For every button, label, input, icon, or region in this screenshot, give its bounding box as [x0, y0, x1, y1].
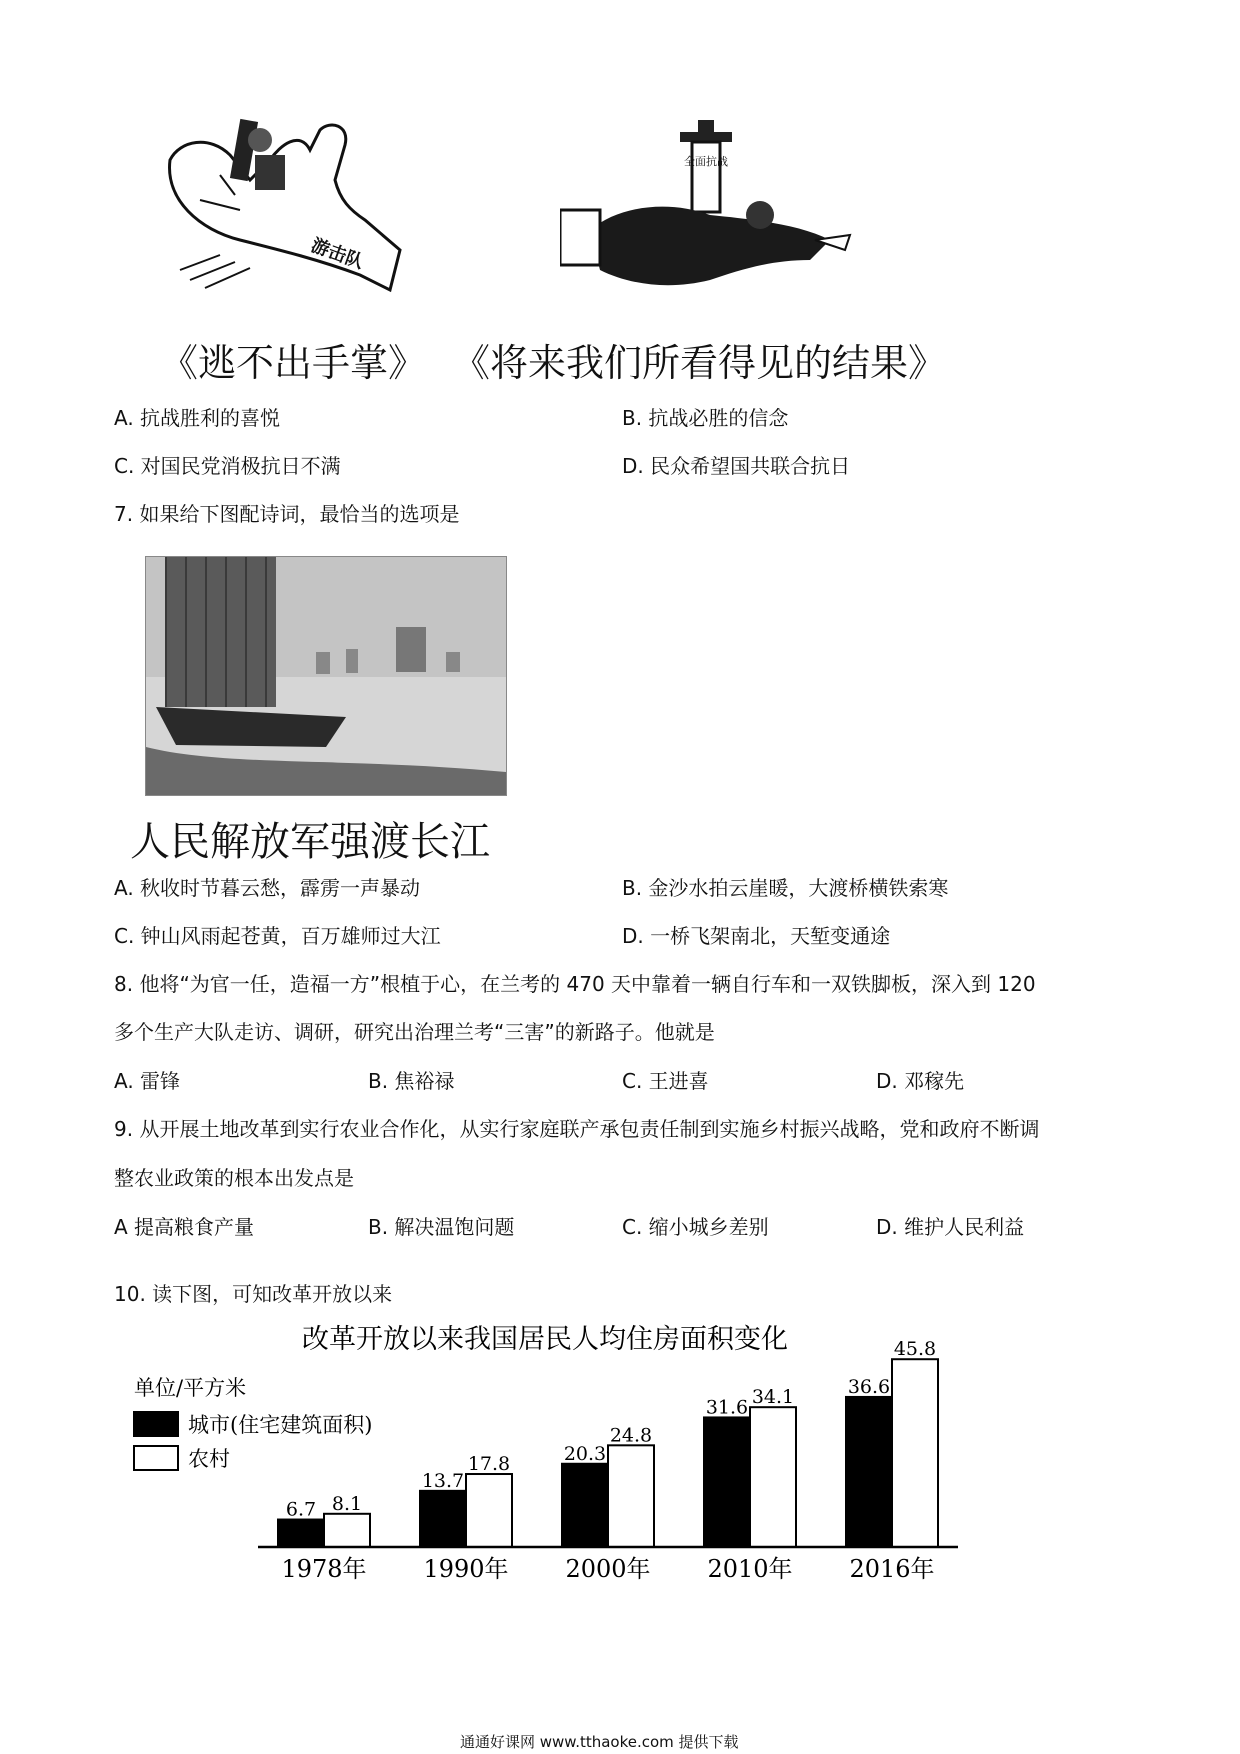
bar-value-label-2-1: 24.8 — [609, 1424, 653, 1447]
q7-option-b: B. 金沙水拍云崖暖，大渡桥横铁索寒 — [622, 876, 949, 900]
chart-legend — [134, 1412, 372, 1471]
q6-option-a: A. 抗战胜利的喜悦 — [114, 406, 281, 430]
q7-option-d: D. 一桥飞架南北，天堑变通途 — [622, 924, 891, 948]
q8-option-b: B. 焦裕禄 — [368, 1069, 455, 1093]
x-tick-labels — [281, 1555, 934, 1583]
bar-3-1 — [750, 1407, 796, 1547]
cartoon-caption-2: 《将来我们所看得见的结果》 — [452, 341, 947, 385]
x-tick-label-1: 1990年 — [423, 1555, 509, 1583]
cartoon-escape-palm — [160, 100, 420, 300]
bar-3-0 — [704, 1417, 750, 1547]
x-tick-label-3: 2010年 — [707, 1555, 793, 1583]
bar-4-0 — [846, 1397, 892, 1547]
q6-option-b: B. 抗战必胜的信念 — [622, 406, 789, 430]
housing-area-bar-chart — [110, 1320, 990, 1590]
bar-value-label-0-1: 8.1 — [331, 1492, 363, 1515]
legend-label-1: 农村 — [188, 1447, 230, 1471]
q8-option-a: A. 雷锋 — [114, 1069, 181, 1093]
q7-option-a: A. 秋收时节暮云愁，霹雳一声暴动 — [114, 876, 421, 900]
bar-value-label-1-1: 17.8 — [467, 1453, 511, 1476]
bar-1-0 — [420, 1491, 466, 1547]
yangtze-crossing-photo — [145, 556, 507, 796]
legend-swatch-0 — [134, 1412, 178, 1436]
q9-line-1: 9. 从开展土地改革到实行农业合作化，从实行家庭联产承包责任制到实施乡村振兴战略，党和政府不断调 — [114, 1117, 1040, 1141]
q9-option-d: D. 维护人民利益 — [876, 1215, 1025, 1239]
chart-bars — [278, 1338, 938, 1547]
q9-option-a: A 提高粮食产量 — [114, 1215, 255, 1239]
bar-value-label-3-1: 34.1 — [751, 1386, 795, 1409]
cartoon-caption-1: 《逃不出手掌》 — [160, 341, 427, 385]
bar-value-label-1-0: 13.7 — [421, 1469, 465, 1492]
x-tick-label-0: 1978年 — [281, 1555, 367, 1583]
cartoon-future-result — [560, 110, 860, 300]
bar-4-1 — [892, 1359, 938, 1547]
bar-value-label-3-0: 31.6 — [705, 1396, 749, 1419]
q7-option-c: C. 钟山风雨起苍黄，百万雄师过大江 — [114, 924, 441, 948]
legend-label-0: 城市(住宅建筑面积) — [188, 1413, 373, 1437]
bar-value-label-4-1: 45.8 — [893, 1338, 937, 1361]
hand-label: 游击队 — [308, 234, 367, 274]
q8-option-d: D. 邓稼先 — [876, 1069, 965, 1093]
bar-value-label-0-0: 6.7 — [285, 1498, 317, 1521]
q7-stem: 7. 如果给下图配诗词，最恰当的选项是 — [114, 502, 460, 526]
photo-caption: 人民解放军强渡长江 — [130, 819, 490, 865]
bar-value-label-2-0: 20.3 — [563, 1442, 607, 1465]
q9-line-2: 整农业政策的根本出发点是 — [114, 1166, 354, 1190]
bar-1-1 — [466, 1474, 512, 1547]
legend-swatch-1 — [134, 1446, 178, 1470]
q8-option-c: C. 王进喜 — [622, 1069, 709, 1093]
q9-option-b: B. 解决温饱问题 — [368, 1215, 515, 1239]
x-tick-label-2: 2000年 — [565, 1555, 651, 1583]
footer-text: 通通好课网 www.tthaoke.com 提供下载 — [460, 1733, 739, 1751]
q10-stem: 10. 读下图，可知改革开放以来 — [114, 1282, 393, 1306]
chart-unit: 单位/平方米 — [134, 1376, 247, 1400]
chart-title: 改革开放以来我国居民人均住房面积变化 — [302, 1324, 788, 1355]
q6-option-c: C. 对国民党消极抗日不满 — [114, 454, 341, 478]
bar-2-1 — [608, 1445, 654, 1547]
x-tick-label-4: 2016年 — [849, 1555, 935, 1583]
q8-line-1: 8. 他将“为官一任，造福一方”根植于心，在兰考的 470 天中靠着一辆自行车和一双铁脚板，深入到 120 — [114, 972, 1036, 996]
q9-option-c: C. 缩小城乡差别 — [622, 1215, 769, 1239]
bar-value-label-4-0: 36.6 — [847, 1375, 891, 1398]
bar-0-1 — [324, 1514, 370, 1547]
bar-0-0 — [278, 1520, 324, 1547]
sword-label: 全面抗战 — [684, 155, 728, 168]
bar-2-0 — [562, 1464, 608, 1547]
q6-option-d: D. 民众希望国共联合抗日 — [622, 454, 851, 478]
q8-line-2: 多个生产大队走访、调研，研究出治理兰考“三害”的新路子。他就是 — [114, 1020, 715, 1044]
